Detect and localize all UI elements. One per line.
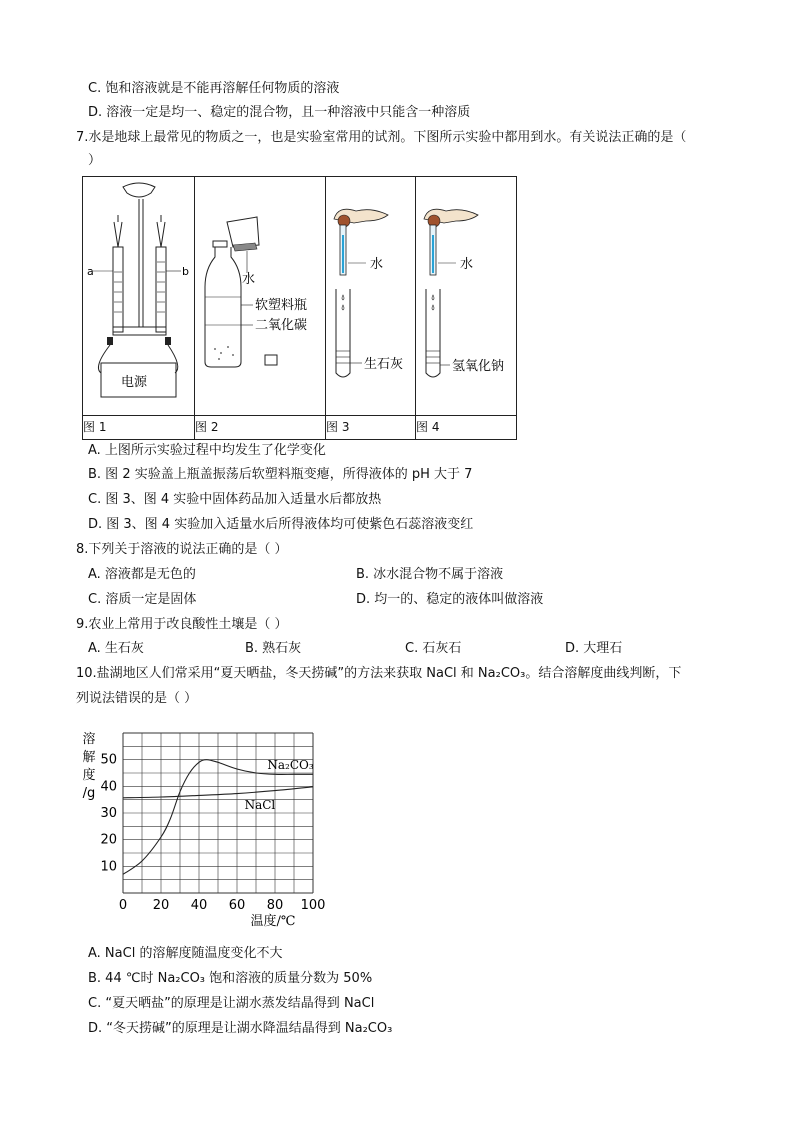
q9-option-a: A. 生石灰 bbox=[88, 641, 144, 656]
q8-stem: 8.下列关于溶液的说法正确的是（ ） bbox=[76, 542, 288, 557]
fig1-caption: 图 1 bbox=[83, 416, 195, 440]
q9-stem: 9.农业上常用于改良酸性土壤是（ ） bbox=[76, 617, 288, 632]
x-tick-label: 20 bbox=[152, 898, 170, 913]
fig4-cell bbox=[416, 177, 517, 416]
q6-option-c: C. 饱和溶液就是不能再溶解任何物质的溶液 bbox=[88, 81, 340, 96]
lime-test-tube bbox=[326, 177, 415, 411]
q10-option-c: C. “夏天晒盐”的原理是让湖水蒸发结晶得到 NaCl bbox=[88, 996, 375, 1011]
q7-figure-table bbox=[82, 176, 517, 440]
fig3-caption: 图 3 bbox=[326, 416, 416, 440]
x-tick-label: 0 bbox=[118, 898, 128, 913]
label-b: b bbox=[182, 265, 189, 278]
electrolysis-apparatus bbox=[83, 177, 194, 411]
series-label-na2co3: Na₂CO₃ bbox=[267, 758, 314, 772]
x-axis-label: 温度/℃ bbox=[250, 914, 296, 929]
q7-option-b: B. 图 2 实验盖上瓶盖振荡后软塑料瓶变瘪，所得液体的 pH 大于 7 bbox=[88, 467, 473, 482]
y-tick-label: 10 bbox=[100, 859, 117, 875]
q10-option-d: D. “冬天捞碱”的原理是让湖水降温结晶得到 Na₂CO₃ bbox=[88, 1021, 393, 1036]
q7-option-c: C. 图 3、图 4 实验中固体药品加入适量水后都放热 bbox=[88, 492, 382, 507]
q9-option-d: D. 大理石 bbox=[565, 641, 623, 656]
x-tick-label: 80 bbox=[266, 898, 284, 913]
solubility-chart bbox=[75, 725, 335, 930]
q10-option-b: B. 44 ℃时 Na₂CO₃ 饱和溶液的质量分数为 50% bbox=[88, 971, 373, 986]
q7-stem-close: ） bbox=[88, 153, 102, 168]
y-axis-label-char: /g bbox=[82, 786, 96, 801]
q10-stem: 10.盐湖地区人们常采用“夏天晒盐，冬天捞碱”的方法来获取 NaCl 和 Na₂CO₃。结合溶解度曲线判断，下 bbox=[76, 666, 682, 681]
y-axis-label-char: 解 bbox=[82, 750, 96, 765]
q8-option-a: A. 溶液都是无色的 bbox=[88, 567, 196, 582]
bottle-label: 软塑料瓶 bbox=[255, 298, 308, 313]
co2-bottle-apparatus bbox=[195, 177, 325, 411]
water-label: 水 bbox=[370, 257, 384, 272]
fig1-cell bbox=[83, 177, 195, 416]
fig2-caption: 图 2 bbox=[195, 416, 326, 440]
q7-option-a: A. 上图所示实验过程中均发生了化学变化 bbox=[88, 443, 326, 458]
naoh-label: 氢氧化钠 bbox=[452, 359, 505, 374]
fig3-cell bbox=[326, 177, 416, 416]
water-label: 水 bbox=[460, 257, 474, 272]
y-tick-label: 30 bbox=[100, 806, 117, 821]
q9-option-c: C. 石灰石 bbox=[405, 641, 462, 656]
power-label: 电源 bbox=[121, 375, 148, 390]
x-tick-label: 60 bbox=[228, 898, 246, 913]
q10-stem-cont: 列说法错误的是（ ） bbox=[76, 691, 198, 706]
y-tick-label: 50 bbox=[100, 752, 117, 768]
q7-stem: 7.水是地球上最常见的物质之一，也是实验室常用的试剂。下图所示实验中都用到水。有关说法正确的是（ bbox=[76, 130, 687, 145]
chart-ticks bbox=[100, 753, 325, 913]
co2-label: 二氧化碳 bbox=[255, 318, 308, 333]
chart-series bbox=[123, 758, 314, 874]
q8-option-c: C. 溶质一定是固体 bbox=[88, 592, 197, 607]
y-axis-label-char: 度 bbox=[82, 768, 96, 783]
q7-option-d: D. 图 3、图 4 实验加入适量水后所得液体均可使紫色石蕊溶液变红 bbox=[88, 517, 474, 532]
naoh-test-tube bbox=[416, 177, 516, 411]
quicklime-label: 生石灰 bbox=[364, 357, 404, 372]
y-tick-label: 20 bbox=[100, 832, 117, 848]
x-tick-label: 100 bbox=[300, 898, 326, 913]
y-axis-label-char: 溶 bbox=[82, 732, 96, 747]
fig2-cell bbox=[195, 177, 326, 416]
label-a: a bbox=[87, 265, 94, 278]
q10-option-a: A. NaCl 的溶解度随温度变化不大 bbox=[88, 946, 283, 961]
series-label-nacl: NaCl bbox=[244, 798, 276, 812]
q6-option-d: D. 溶液一定是均一、稳定的混合物，且一种溶液中只能含一种溶质 bbox=[88, 105, 471, 120]
y-tick-label: 40 bbox=[100, 779, 117, 795]
chart-grid bbox=[123, 733, 313, 893]
x-tick-label: 40 bbox=[190, 898, 208, 913]
water-label: 水 bbox=[242, 272, 256, 287]
q9-option-b: B. 熟石灰 bbox=[245, 641, 302, 656]
q8-option-b: B. 冰水混合物不属于溶液 bbox=[356, 567, 504, 582]
fig4-caption: 图 4 bbox=[416, 416, 517, 440]
q8-option-d: D. 均一的、稳定的液体叫做溶液 bbox=[356, 592, 544, 607]
